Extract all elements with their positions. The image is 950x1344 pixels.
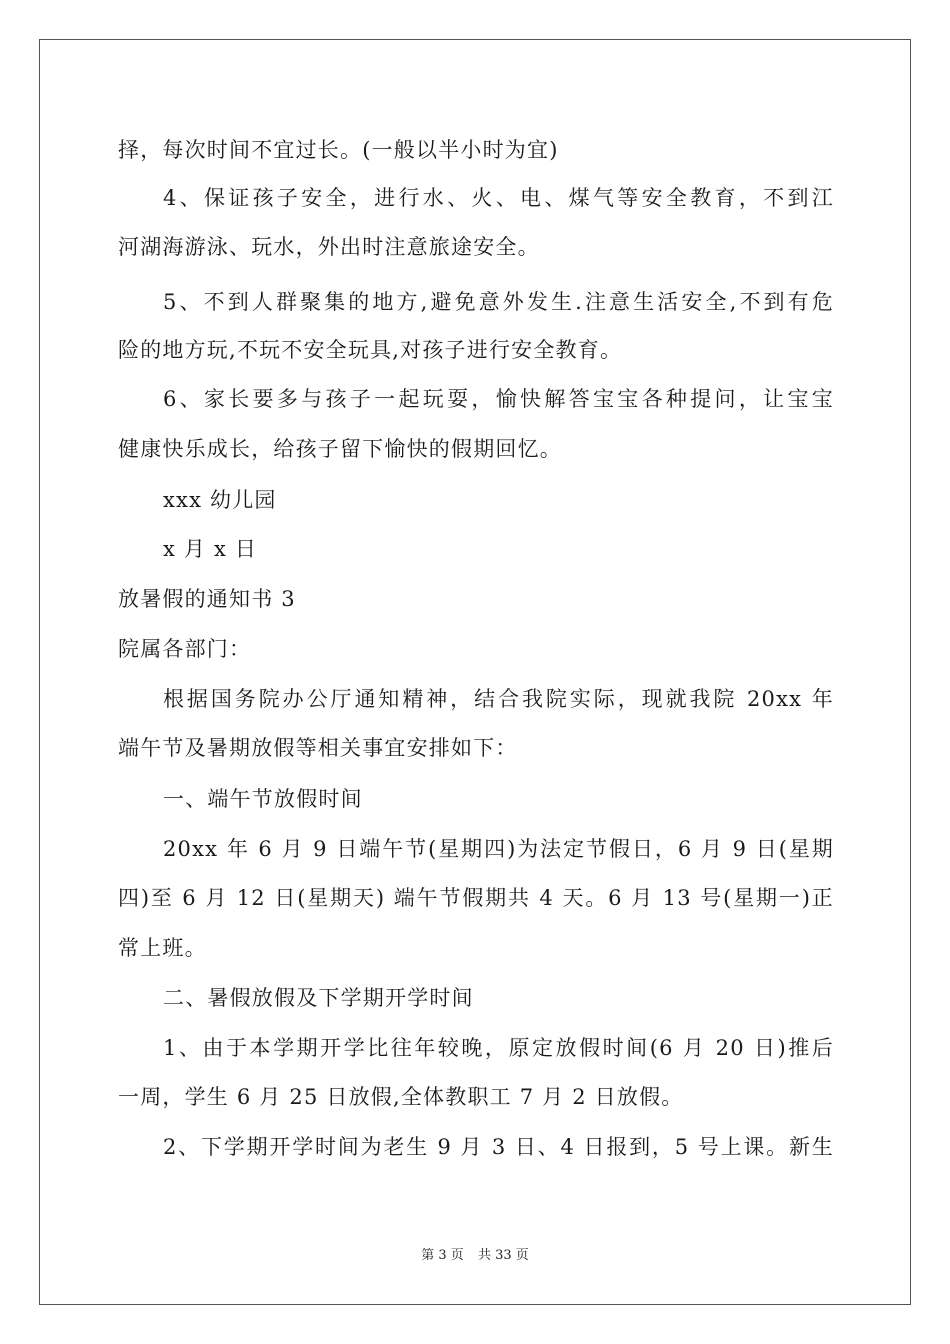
text-line: 6、家长要多与孩子一起玩耍，愉快解答宝宝各种提问，让宝宝 (163, 387, 834, 411)
text-line: 1、由于本学期开学比往年较晚，原定放假时间(6 月 20 日)推后 (163, 1036, 834, 1060)
text-line: 5、不到人群聚集的地方,避免意外发生.注意生活安全,不到有危 (163, 290, 834, 314)
text-line: 河湖海游泳、玩水，外出时注意旅途安全。 (118, 235, 540, 259)
page-number: 第 3 页 (421, 1248, 464, 1263)
signature-date: x 月 x 日 (163, 537, 258, 561)
page-total: 共 33 页 (477, 1248, 529, 1263)
text-line: 端午节及暑期放假等相关事宜安排如下： (118, 736, 518, 760)
subsection-heading: 一、端午节放假时间 (163, 787, 363, 811)
text-line: 2、下学期开学时间为老生 9 月 3 日、4 日报到，5 号上课。新生 (163, 1135, 834, 1159)
text-line: 健康快乐成长，给孩子留下愉快的假期回忆。 (118, 437, 562, 461)
addressee: 院属各部门： (118, 637, 252, 661)
page-footer (0, 1247, 950, 1265)
signature-org: xxx 幼儿园 (163, 488, 277, 512)
text-line: 险的地方玩,不玩不安全玩具,对孩子进行安全教育。 (118, 338, 623, 362)
section-title: 放暑假的通知书 3 (118, 587, 296, 611)
text-line: 四)至 6 月 12 日(星期天) 端午节假期共 4 天。6 月 13 号(星期一)正 (118, 886, 834, 910)
text-line: 常上班。 (118, 936, 207, 960)
text-line: 4、保证孩子安全，进行水、火、电、煤气等安全教育，不到江 (163, 186, 834, 210)
text-line: 择，每次时间不宜过长。(一般以半小时为宜) (118, 138, 559, 162)
text-line: 20xx 年 6 月 9 日端午节(星期四)为法定节假日，6 月 9 日(星期 (163, 837, 834, 861)
page-border (39, 39, 911, 1305)
text-line: 一周，学生 6 月 25 日放假,全体教职工 7 月 2 日放假。 (118, 1085, 684, 1109)
subsection-heading: 二、暑假放假及下学期开学时间 (163, 986, 474, 1010)
text-line: 根据国务院办公厅通知精神，结合我院实际，现就我院 20xx 年 (163, 687, 834, 711)
